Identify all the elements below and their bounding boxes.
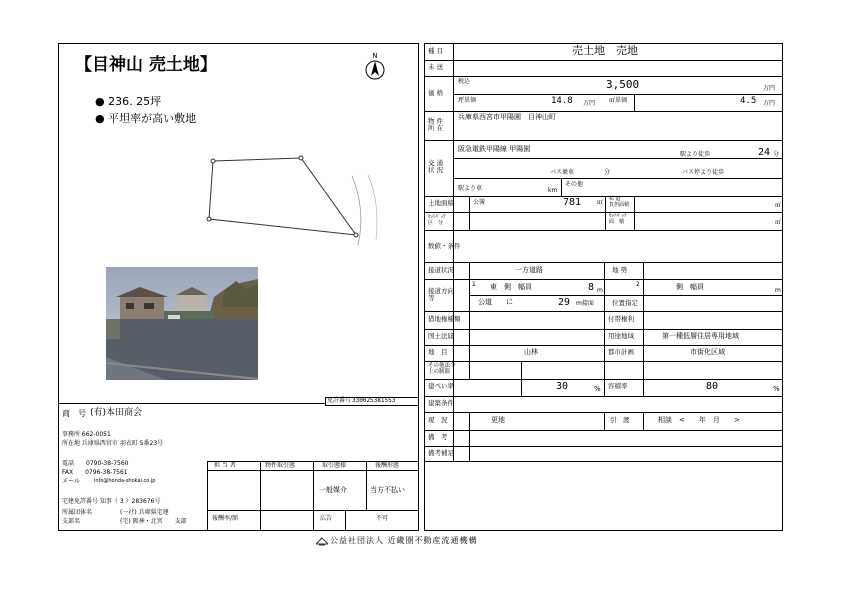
location-label: 物 件 所 在	[428, 117, 444, 132]
company-name: (有)本田商会	[90, 408, 143, 418]
traffic-line: 阪急電鉄甲陽線 甲陽園	[458, 145, 531, 153]
price-value: 3,500	[606, 78, 640, 91]
land-category-value: 山林	[524, 348, 538, 356]
floor-ratio-label: 容積率	[608, 382, 628, 390]
tsubo-label: 坪単価	[458, 97, 477, 104]
location-value: 兵庫県西宮市甲陽園 目神山町	[458, 113, 556, 121]
land-area-value: 781	[563, 197, 582, 208]
road-status-label: 接道状況	[428, 266, 454, 274]
north-label: N	[372, 52, 378, 60]
road1-unit: m	[597, 287, 603, 294]
road1-no: 1	[472, 281, 476, 288]
station-walk-unit: 分	[773, 151, 780, 158]
frontage-length: 29	[558, 297, 571, 308]
frontage-unit: m接面	[576, 300, 594, 307]
company-license: 宅建免許番号 知事（ 3 ）283676号	[62, 498, 161, 505]
company-tel: 電話 0790-38-7560	[62, 460, 129, 467]
coverage-unit: %	[594, 385, 601, 393]
agent-deal-type: 一般媒介	[319, 486, 347, 494]
land-category-label: 地 目	[428, 348, 448, 356]
company-zip: 事務所 662-0051	[62, 431, 111, 438]
m2-value: 4.5	[740, 96, 757, 106]
bus-walk-label: バス停より徒歩	[682, 169, 725, 176]
m2-label: ㎡単価	[609, 97, 628, 104]
handover-value: 相談 < 年 月 >	[658, 416, 740, 424]
footer-org: 公益社団法人 近畿圏不動産流通機構	[330, 536, 478, 545]
tsubo-value: 14.8	[551, 96, 573, 106]
type-label: 種 目	[428, 47, 444, 55]
org1-label: 所属団体名	[62, 509, 93, 516]
other-traffic-label: その他	[565, 181, 584, 188]
public-road: 公道 に	[478, 298, 513, 306]
coverage-value: 30	[556, 381, 569, 392]
city-plan-value: 市街化区域	[690, 348, 725, 356]
company-address: 所在地 兵庫県西宮市 羽衣町 5番23号	[62, 440, 164, 447]
designated-road-label: 位置指定	[612, 299, 638, 307]
price-label: 価 格	[428, 89, 444, 97]
footer-logo-icon	[316, 537, 328, 546]
org1-value: (一社) 兵庫県宅建	[120, 509, 169, 516]
bus-ride-unit: 分	[604, 169, 611, 176]
company-fax: FAX 0796-38-7561	[62, 469, 128, 476]
price-unit: 万円	[763, 85, 776, 92]
floor-ratio-unit: %	[773, 385, 780, 393]
price-tax: 税込	[458, 78, 471, 85]
org2-label: 支部名	[62, 518, 81, 525]
agent-th-3: 取引態様	[322, 462, 347, 469]
agent-fee-rate-label: 報酬率/額	[212, 515, 239, 522]
agent-ad-value: 不可	[376, 515, 389, 522]
road2-no: 2	[636, 281, 640, 288]
road2-side: 側 幅員	[676, 283, 704, 291]
lease-type-label: 借地権種類	[428, 315, 461, 323]
setback-unit: ㎡	[775, 219, 782, 226]
agent-th-1: 担 当 者	[214, 462, 236, 469]
reg-label: 免許番号	[327, 397, 352, 404]
other-law-label: その他法令 上の制限	[428, 363, 456, 376]
feature-area: ● 236. 25坪	[95, 95, 162, 108]
handover-label: 引 渡	[610, 416, 630, 424]
north-arrow-icon	[362, 50, 388, 82]
agent-th-4: 報酬形態	[375, 462, 400, 469]
plot-map	[180, 140, 385, 250]
land-act-label: 国土法届	[428, 332, 454, 340]
building-cond-label: 建築条件	[428, 399, 454, 407]
zoning-label: 用途地域	[608, 332, 634, 340]
land-area-unit: ㎡	[597, 199, 604, 206]
org2-value: (宅) 阪神・北宮 支部	[120, 518, 187, 525]
company-name-label: 商 号	[62, 409, 86, 418]
reg-number: 330025381553	[352, 397, 396, 404]
traffic-label: 交 通 状 況	[428, 159, 444, 174]
land-area-kind: 公簿	[473, 199, 486, 206]
unsent-label: 未 送	[428, 63, 444, 71]
road-status-value: 一方道路	[515, 266, 543, 274]
agent-ad-label: 広告	[320, 515, 333, 522]
agent-fee-type: 当方不払い	[370, 486, 405, 494]
coverage-label: 建ぺい率	[428, 382, 454, 390]
current-status-value: 更地	[491, 416, 505, 424]
notes-extra-label: 備考補足	[428, 449, 454, 457]
page-title: 【目神山 売土地】	[75, 55, 217, 75]
road-direction-label: 接道方向 等	[428, 287, 454, 302]
land-area-label: 土地面積	[428, 199, 454, 207]
km-unit: km	[548, 187, 558, 194]
tsubo-unit: 万円	[583, 100, 596, 107]
road1-width: 8	[588, 282, 595, 293]
attached-rights-label: 付帯権利	[608, 315, 634, 323]
setback-area-label: ｾｯﾄﾊﾞｯｸ 面 積	[609, 213, 627, 225]
private-road-unit: ㎡	[775, 202, 782, 209]
terrain-label: 地 勢	[612, 266, 628, 274]
feature-flat: ● 平坦率が高い敷地	[95, 112, 197, 125]
conditions-label: 数値・条件	[428, 242, 461, 250]
setback-label: ｾｯﾄﾊﾞｯｸ 区 分	[428, 214, 446, 226]
zoning-value: 第一種低層住居専用地域	[662, 332, 739, 340]
m2-unit: 万円	[763, 100, 776, 107]
notes-label: 備 考	[428, 433, 448, 441]
road1-side: 東 側 幅員	[490, 283, 532, 291]
bus-ride-label: バス乗車	[550, 169, 575, 176]
city-plan-label: 都市計画	[608, 348, 634, 356]
road2-unit: m	[775, 287, 781, 294]
by-car-label: 駅より車	[458, 185, 483, 192]
station-walk-label: 駅より徒歩	[680, 151, 711, 158]
company-mail[interactable]: info@honda-shokai.co.jp	[94, 478, 156, 484]
company-mail-label: メール	[62, 478, 80, 485]
type-value: 売土地 売地	[572, 44, 638, 57]
site-photo	[106, 267, 258, 380]
agent-th-2: 物件取引態	[265, 462, 296, 469]
current-status-label: 現 況	[428, 416, 448, 424]
floor-ratio-value: 80	[706, 381, 719, 392]
station-walk-min: 24	[758, 147, 771, 158]
private-road-label: 私 道 負担面積	[609, 196, 630, 208]
